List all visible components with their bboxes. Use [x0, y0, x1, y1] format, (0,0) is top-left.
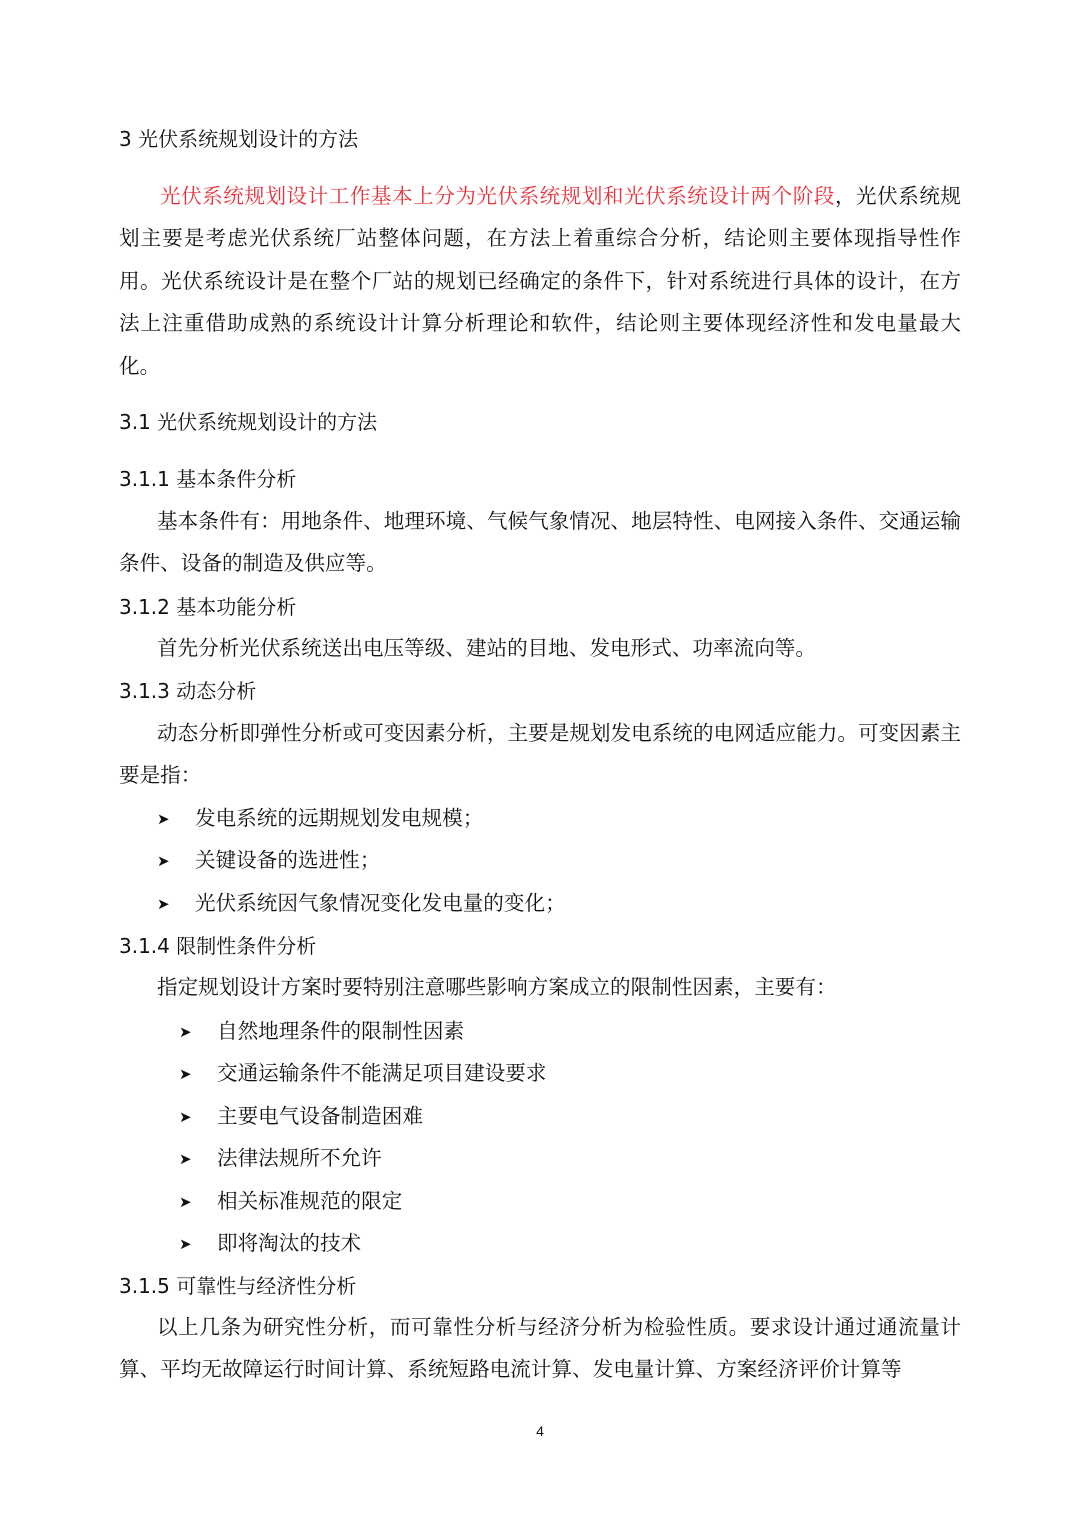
list-item: ➤ 主要电气设备制造困难	[179, 1101, 423, 1132]
section-3-1-3-body: 动态分析即弹性分析或可变因素分析，主要是规划发电系统的电网适应能力。可变因素主要是指：	[119, 721, 961, 788]
section-3-1-4-body: 指定规划设计方案时要特别注意哪些影响方案成立的限制性因素，主要有：	[157, 975, 837, 999]
arrow-bullet-icon: ➤	[179, 1108, 192, 1126]
list-item: ➤ 交通运输条件不能满足项目建设要求	[179, 1058, 547, 1089]
section-3-intro-rest: ，光伏系统规划主要是考虑光伏系统厂站整体问题，在方法上着重综合分析，结论则主要体现指导性作用。光伏系统设计是在整个厂站的规划已经确定的条件下，针对系统进行具体的设计，在方法上注重借助成熟的系统设计计算分析理论和软件，结论则主要体现经济性和发电量最大化。	[119, 184, 962, 378]
section-3-1-4-heading: 3.1.4 限制性条件分析	[119, 934, 317, 958]
arrow-bullet-icon: ➤	[179, 1065, 192, 1083]
section-3-intro	[119, 175, 961, 387]
page-number: 4	[536, 1423, 544, 1439]
arrow-bullet-icon: ➤	[179, 1023, 192, 1041]
list-item: ➤ 关键设备的选进性；	[157, 845, 380, 876]
arrow-bullet-icon: ➤	[179, 1150, 192, 1168]
arrow-bullet-icon: ➤	[157, 810, 170, 828]
section-3-heading: 3 光伏系统规划设计的方法	[119, 127, 359, 151]
list-item: ➤ 相关标准规范的限定	[179, 1186, 402, 1217]
arrow-bullet-icon: ➤	[179, 1235, 192, 1253]
arrow-bullet-icon: ➤	[179, 1193, 192, 1211]
section-3-1-1-heading: 3.1.1 基本条件分析	[119, 467, 297, 491]
section-3-1-5-body: 以上几条为研究性分析，而可靠性分析与经济分析为检验性质。要求设计通过通流量计算、平均无故障运行时间计算、系统短路电流计算、发电量计算、方案经济评价计算等	[119, 1315, 961, 1382]
section-3-1-1-body: 基本条件有：用地条件、地理环境、气候气象情况、地层特性、电网接入条件、交通运输条件、设备的制造及供应等。	[119, 509, 961, 576]
list-item: ➤ 自然地理条件的限制性因素	[179, 1016, 464, 1047]
section-3-1-2-body: 首先分析光伏系统送出电压等级、建站的目地、发电形式、功率流向等。	[157, 636, 816, 660]
arrow-bullet-icon: ➤	[157, 852, 170, 870]
list-item: ➤ 发电系统的远期规划发电规模；	[157, 803, 483, 834]
list-item: ➤ 光伏系统因气象情况变化发电量的变化；	[157, 888, 566, 919]
arrow-bullet-icon: ➤	[157, 895, 170, 913]
section-3-1-3-heading: 3.1.3 动态分析	[119, 679, 257, 703]
list-item: ➤ 法律法规所不允许	[179, 1143, 382, 1174]
section-3-1-heading: 3.1 光伏系统规划设计的方法	[119, 410, 378, 434]
list-item: ➤ 即将淘汰的技术	[179, 1228, 361, 1259]
section-3-intro-highlight: 光伏系统规划设计工作基本上分为光伏系统规划和光伏系统设计两个阶段	[160, 184, 835, 208]
section-3-1-5-heading: 3.1.5 可靠性与经济性分析	[119, 1274, 357, 1298]
section-3-1-2-heading: 3.1.2 基本功能分析	[119, 595, 297, 619]
